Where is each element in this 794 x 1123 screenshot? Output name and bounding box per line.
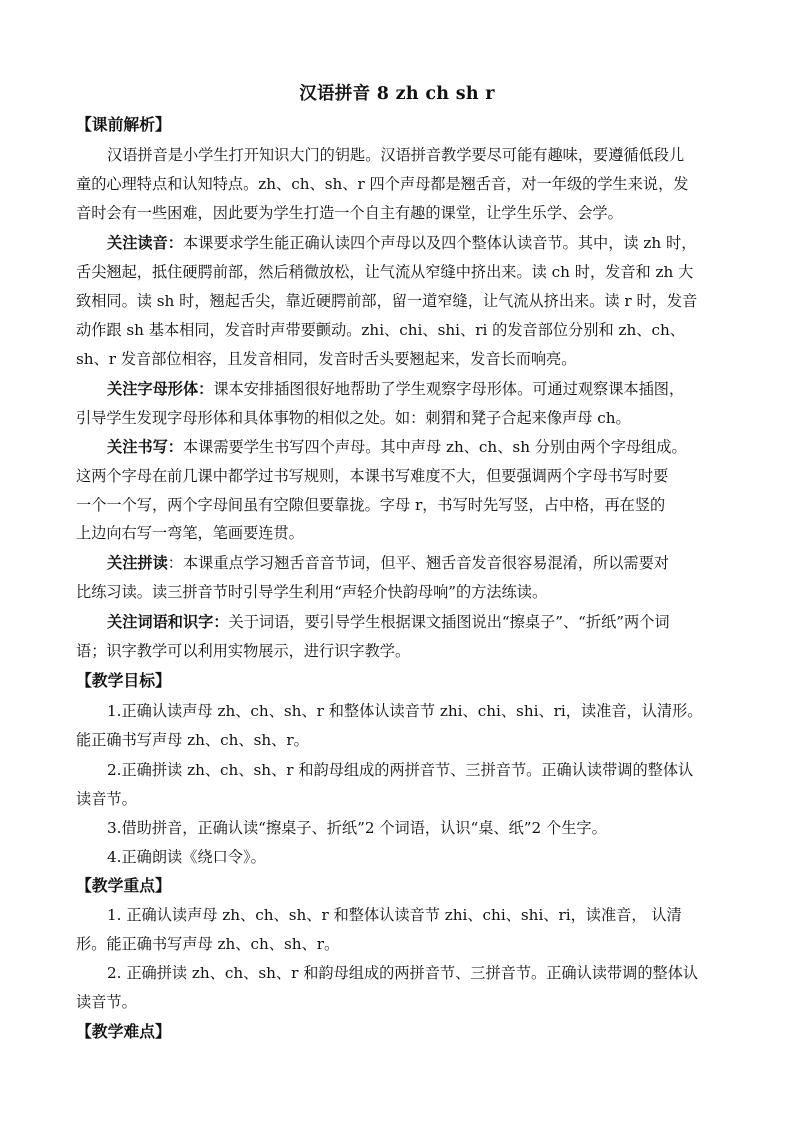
paragraph-line — [107, 607, 670, 637]
list-item-continuation: 读音节。 — [76, 790, 137, 808]
focus-label-reading: 关注读音： — [107, 234, 183, 252]
list-item: 2.正确拼读 zh、ch、sh、r 和韵母组成的两拼音节、三拼音节。正确认读带调的整体认 — [107, 761, 694, 779]
paragraph-line: 上边向右写一弯笔，笔画要连贯。 — [76, 524, 304, 542]
focus-label-shape: 关注字母形体： — [107, 380, 214, 398]
paragraph-line: 舌尖翘起，抵住硬腭前部，然后稍微放松，让气流从窄缝中挤出来。读 ch 时，发音和 zh 大 — [76, 263, 694, 281]
paragraph-line: 这两个字母在前几课中都学过书写规则，本课书写难度不大，但要强调两个字母书写时要 — [76, 467, 669, 485]
focus-text: 本课需要学生书写四个声母。其中声母 zh、ch、sh 分别由两个字母组成。 — [182, 438, 687, 456]
list-item: 3.借助拼音，正确认读“擦桌子、折纸”2 个词语，认识“桌、纸”2 个生字。 — [107, 819, 607, 837]
paragraph-line — [107, 548, 669, 578]
section-heading-analysis: 【课前解析】 — [76, 115, 171, 134]
focus-text: 课本安排插图很好地帮助了学生观察字母形体。可通过观察课本插图， — [213, 380, 685, 398]
paragraph-line: 比练习读。读三拼音节时引导学生利用“声轻介快韵母响”的方法练读。 — [76, 583, 548, 601]
list-item: 2. 正确拼读 zh、ch、sh、r 和韵母组成的两拼音节、三拼音节。正确认读带调的整体认 — [107, 964, 699, 982]
focus-text: 关于词语，要引导学生根据课文插图说出“擦桌子”、“折纸”两个词 — [228, 613, 670, 631]
section-heading-difficulties: 【教学难点】 — [76, 1022, 171, 1041]
focus-label-writing: 关注书写： — [107, 438, 183, 456]
list-item-continuation: 形。能正确书写声母 zh、ch、sh、r。 — [76, 935, 340, 953]
paragraph-line: sh、r 发音部位相容，且发音相同，发音时舌头要翘起来，发音长而响亮。 — [76, 350, 577, 368]
list-item-continuation: 读音节。 — [76, 993, 137, 1011]
list-item-continuation: 能正确书写声母 zh、ch、sh、r。 — [76, 731, 309, 749]
focus-text: ：本课重点学习翘舌音音节词，但平、翘舌音发音很容易混淆，所以需要对 — [167, 554, 669, 572]
list-item: 1.正确认读声母 zh、ch、sh、r 和整体认读音节 zhi、chi、shi、ri，读准音，认清形。 — [107, 702, 703, 720]
paragraph-line — [107, 228, 696, 258]
section-heading-objectives: 【教学目标】 — [76, 671, 171, 690]
focus-label-words: 关注词语和识字： — [107, 613, 229, 631]
focus-text: 本课要求学生能正确认读四个声母以及四个整体认读音节。其中，读 zh 时， — [182, 234, 697, 252]
paragraph-line: 童的心理特点和认知特点。zh、ch、sh、r 四个声母都是翘舌音，对一年级的学生来说，发 — [76, 175, 689, 193]
lesson-title: 汉语拼音 8 zh ch sh r — [299, 84, 495, 104]
list-item: 1. 正确认读声母 zh、ch、sh、r 和整体认读音节 zhi、chi、shi、ri，读准音， 认清 — [107, 906, 682, 924]
paragraph-line: 致相同。读 sh 时，翘起舌尖，靠近硬腭前部，留一道窄缝，让气流从挤出来。读 r 时，发音 — [76, 292, 698, 310]
paragraph-line — [107, 432, 687, 462]
section-heading-key-points: 【教学重点】 — [76, 876, 171, 895]
paragraph-line: 汉语拼音是小学生打开知识大门的钥匙。汉语拼音教学要尽可能有趣味，要遵循低段儿 — [107, 146, 685, 164]
paragraph-line: 语；识字教学可以利用实物展示，进行识字教学。 — [76, 642, 411, 660]
focus-label-spelling: 关注拼读 — [107, 554, 168, 572]
paragraph-line: 动作跟 sh 基本相同，发音时声带要颤动。zhi、chi、shi、ri 的发音部位分别和 zh、ch、 — [76, 321, 685, 339]
paragraph-line: 引导学生发现字母形体和具体事物的相似之处。如：刺猬和凳子合起来像声母 ch。 — [76, 409, 631, 427]
paragraph-line — [107, 374, 684, 404]
list-item: 4.正确朗读《绕口令》。 — [107, 848, 266, 866]
paragraph-line: 音时会有一些困难，因此要为学生打造一个自主有趣的课堂，让学生乐学、会学。 — [76, 204, 623, 222]
paragraph-line: 一个一个写，两个字母间虽有空隙但要靠拢。字母 r，书写时先写竖，占中格，再在竖的 — [76, 496, 666, 514]
